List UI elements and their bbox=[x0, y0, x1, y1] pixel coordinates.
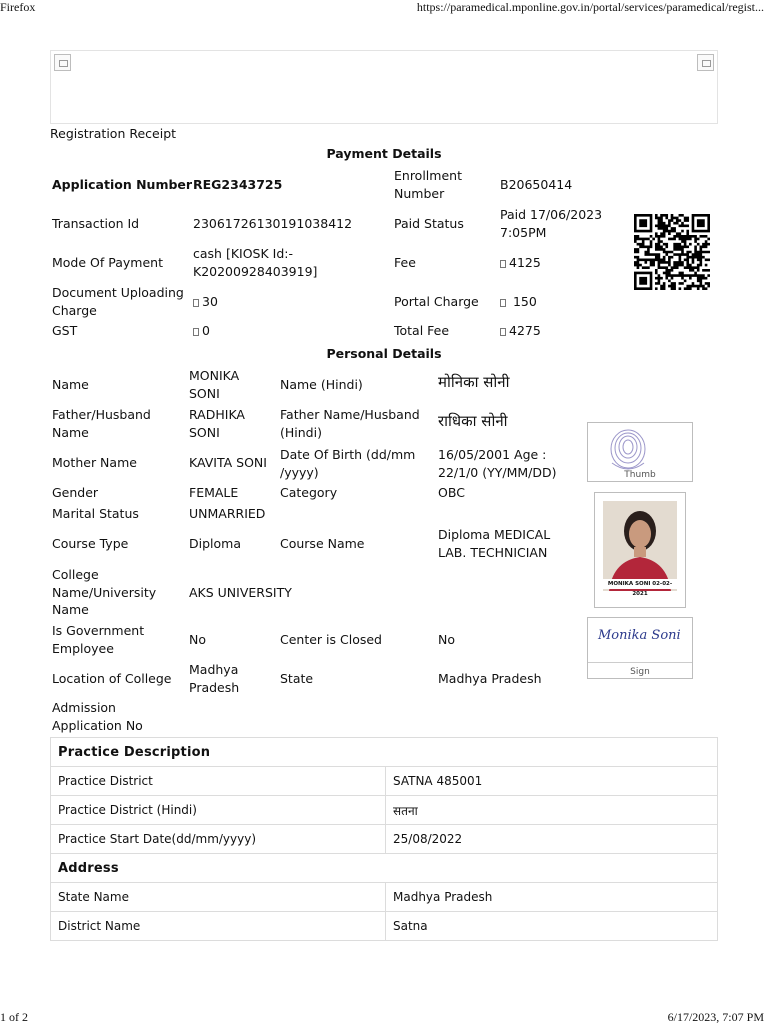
course-name-value: Diploma MEDICAL LAB. TECHNICIAN bbox=[438, 527, 551, 560]
college-location-value: Madhya Pradesh bbox=[189, 662, 240, 695]
broken-image-icon bbox=[697, 54, 714, 71]
applicant-photo bbox=[603, 501, 677, 591]
transaction-id-label: Transaction Id bbox=[52, 216, 140, 231]
admission-application-label: Admission Application No bbox=[52, 700, 143, 733]
name-label: Name bbox=[52, 377, 89, 392]
signature: Monika Soni bbox=[598, 628, 681, 643]
practice-description-heading: Practice Description bbox=[51, 738, 718, 767]
page-counter: 1 of 2 bbox=[0, 1010, 28, 1024]
dob-label: Date Of Birth (dd/mm /yyyy) bbox=[280, 447, 416, 480]
applicant-photo-frame bbox=[594, 492, 686, 608]
table-row bbox=[51, 883, 718, 912]
table-row bbox=[51, 825, 718, 854]
thumb-impression-box bbox=[587, 422, 693, 482]
mother-name-label: Mother Name bbox=[52, 455, 137, 470]
table-row bbox=[51, 767, 718, 796]
father-name-value: RADHIKA SONI bbox=[189, 407, 245, 440]
category-label: Category bbox=[280, 485, 338, 500]
college-name-label: College Name/University Name bbox=[52, 567, 157, 617]
name-value: MONIKA SONI bbox=[189, 368, 240, 401]
practice-district-label: Practice District bbox=[51, 767, 386, 796]
fee-value: 4125 bbox=[500, 254, 541, 272]
document-upload-charge-label: Document Uploading Charge bbox=[52, 285, 184, 318]
portal-charge-label: Portal Charge bbox=[394, 294, 479, 309]
mode-of-payment-label: Mode Of Payment bbox=[52, 255, 163, 270]
personal-details-heading: Personal Details bbox=[326, 346, 442, 361]
dob-value: 16/05/2001 Age : 22/1/0 (YY/MM/DD) bbox=[438, 447, 557, 480]
receipt-title: Registration Receipt bbox=[50, 126, 177, 141]
rupee-icon bbox=[193, 299, 199, 307]
practice-start-date-label: Practice Start Date(dd/mm/yyyy) bbox=[51, 825, 386, 854]
browser-app-name: Firefox bbox=[0, 0, 36, 14]
page-url: https://paramedical.mponline.gov.in/portal/services/paramedical/regist... bbox=[416, 0, 764, 14]
course-name-label: Course Name bbox=[280, 536, 365, 551]
table-row bbox=[51, 912, 718, 941]
practice-district-hindi-label: Practice District (Hindi) bbox=[51, 796, 386, 825]
rupee-icon bbox=[500, 260, 506, 268]
thumb-caption: Thumb bbox=[624, 470, 656, 480]
course-type-label: Course Type bbox=[52, 536, 129, 551]
state-name-value: Madhya Pradesh bbox=[386, 883, 718, 912]
sign-caption: Sign bbox=[630, 667, 650, 677]
gst-label: GST bbox=[52, 323, 78, 338]
portal-charge-value: 150 bbox=[500, 293, 537, 311]
govt-employee-label: Is Government Employee bbox=[52, 623, 145, 656]
college-location-label: Location of College bbox=[52, 671, 172, 686]
enrollment-number-value: B20650414 bbox=[500, 177, 573, 192]
paid-status-value: Paid 17/06/2023 7:05PM bbox=[500, 207, 603, 240]
person-photo-icon bbox=[603, 501, 677, 591]
marital-status-value: UNMARRIED bbox=[189, 506, 266, 521]
gender-label: Gender bbox=[52, 485, 99, 500]
mode-of-payment-value: cash [KIOSK Id:- K20200928403919] bbox=[193, 246, 318, 279]
rupee-icon bbox=[500, 328, 506, 336]
course-type-value: Diploma bbox=[189, 536, 241, 551]
marital-status-label: Marital Status bbox=[52, 506, 139, 521]
category-value: OBC bbox=[438, 485, 465, 500]
district-name-label: District Name bbox=[51, 912, 386, 941]
center-closed-label: Center is Closed bbox=[280, 632, 382, 647]
table-section-header bbox=[51, 854, 718, 883]
document-upload-charge-value: 30 bbox=[193, 293, 218, 311]
father-name-hindi-label: Father Name/Husband (Hindi) bbox=[280, 407, 420, 440]
application-number-value: REG2343725 bbox=[193, 177, 283, 192]
district-name-value: Satna bbox=[386, 912, 718, 941]
table-section-header bbox=[51, 738, 718, 767]
header-banner bbox=[50, 50, 718, 124]
center-closed-value: No bbox=[438, 632, 455, 647]
name-hindi-label: Name (Hindi) bbox=[280, 377, 363, 392]
enrollment-number-label: Enrollment Number bbox=[394, 168, 462, 201]
practice-district-value: SATNA 485001 bbox=[386, 767, 718, 796]
rupee-icon bbox=[500, 299, 506, 307]
fee-label: Fee bbox=[394, 255, 416, 270]
father-name-label: Father/Husband Name bbox=[52, 407, 151, 440]
state-label: State bbox=[280, 671, 314, 686]
qr-code-icon bbox=[632, 214, 712, 290]
practice-district-hindi-value: सतना bbox=[386, 796, 718, 825]
application-number-label: Application Number bbox=[52, 177, 193, 192]
photo-caption: MONIKA SONI 02-02-2021 bbox=[603, 579, 677, 589]
name-hindi-value: मोनिका सोनी bbox=[438, 373, 510, 391]
signature-box bbox=[587, 617, 693, 679]
total-fee-value: 4275 bbox=[500, 322, 541, 340]
state-value: Madhya Pradesh bbox=[438, 671, 542, 686]
govt-employee-value: No bbox=[189, 632, 206, 647]
father-name-hindi-value: राधिका सोनी bbox=[438, 412, 508, 430]
gender-value: FEMALE bbox=[189, 485, 239, 500]
rupee-icon bbox=[193, 328, 199, 336]
paid-status-label: Paid Status bbox=[394, 216, 464, 231]
address-heading: Address bbox=[51, 854, 718, 883]
transaction-id-value: 23061726130191038412 bbox=[193, 216, 353, 231]
total-fee-label: Total Fee bbox=[394, 323, 450, 338]
print-datetime: 6/17/2023, 7:07 PM bbox=[667, 1010, 764, 1024]
gst-value: 0 bbox=[193, 322, 210, 340]
table-row bbox=[51, 796, 718, 825]
broken-image-icon bbox=[54, 54, 71, 71]
payment-details-heading: Payment Details bbox=[326, 146, 442, 161]
state-name-label: State Name bbox=[51, 883, 386, 912]
practice-start-date-value: 25/08/2022 bbox=[386, 825, 718, 854]
mother-name-value: KAVITA SONI bbox=[189, 455, 267, 470]
college-name-value: AKS UNIVERSITY bbox=[189, 585, 292, 600]
practice-address-table bbox=[50, 737, 718, 941]
